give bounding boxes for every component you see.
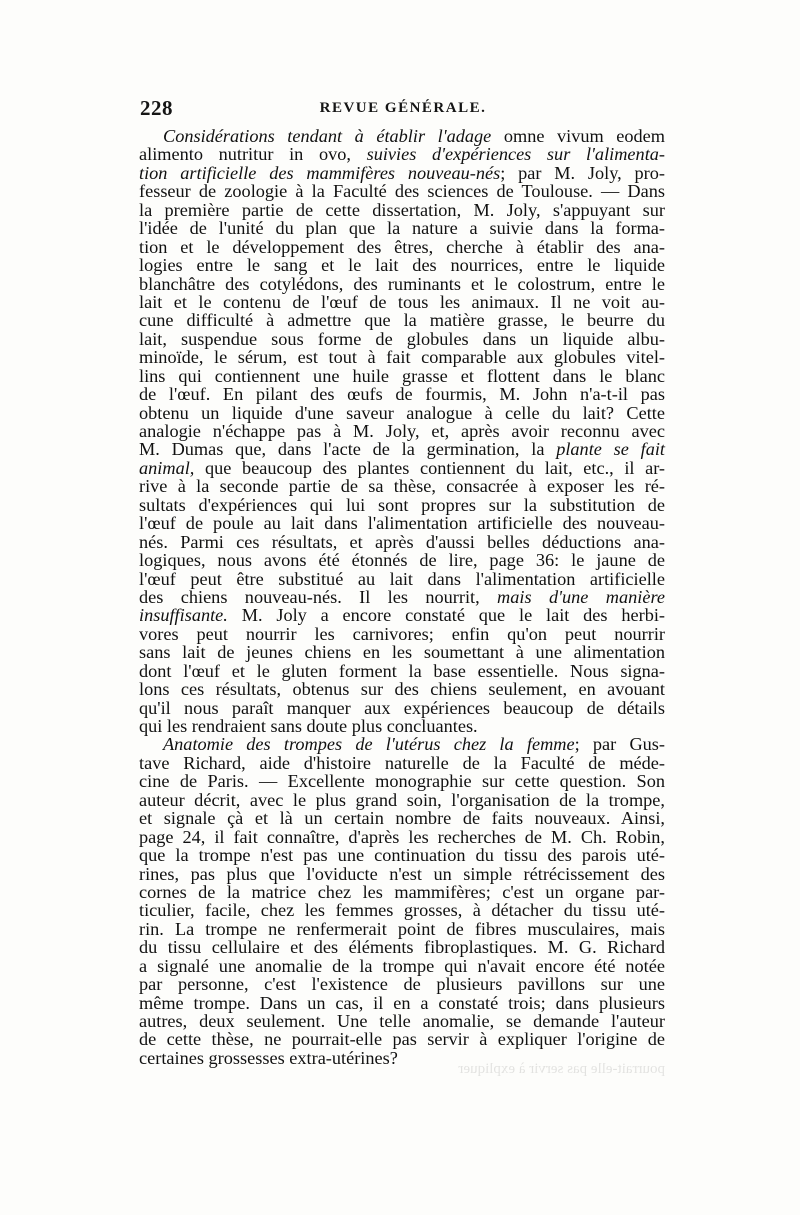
italic-title: suivies d'expériences sur l'alimenta-: [366, 144, 665, 165]
text-line: auteur décrit, avec le plus grand soin, l'organisation de la trompe,: [139, 789, 665, 810]
text-line: rines, pas plus que l'oviducte n'est un simple rétrécissement des: [139, 863, 665, 884]
text-line: cune difficulté à admettre que la matière grasse, le beurre du: [139, 310, 665, 331]
italic-title: Anatomie des trompes de l'utérus chez la femme: [163, 734, 575, 755]
text-line: logiques, nous avons été étonnés de lire, page 36: le jaune de: [139, 550, 665, 571]
text-line: logies entre le sang et le lait des nourrices, entre le liquide: [139, 255, 665, 276]
text-line: rin. La trompe ne renfermerait point de fibres musculaires, mais: [139, 918, 665, 939]
text-line: blanchâtre des cotylédons, des ruminants et le colostrum, entre le: [139, 273, 665, 294]
italic-phrase: plante se fait: [556, 439, 665, 460]
text-line: tion et le développement des êtres, cherche à établir des ana-: [139, 236, 665, 257]
text-line: alimento nutritur in ovo, suivies d'expériences sur l'alimenta-: [139, 144, 665, 165]
text-line: minoïde, le sérum, est tout à fait comparable aux globules vitel-: [139, 347, 665, 368]
text-line: nés. Parmi ces résultats, et après d'aussi belles déductions ana-: [139, 531, 665, 552]
text-line: Considérations tendant à établir l'adage omne vivum eodem: [163, 126, 665, 146]
text-line: l'œuf peut être substitué au lait dans l'alimentation artificielle: [139, 568, 665, 589]
text-line: sultats d'expériences qui lui sont propres sur la substitution de: [139, 494, 665, 515]
italic-title: Considérations tendant à établir l'adage: [163, 126, 492, 146]
text-line: obtenu un liquide d'une saveur analogue à celle du lait? Cette: [139, 402, 665, 423]
journal-title: REVUE GÉNÉRALE.: [319, 100, 487, 116]
text-line: de l'œuf. En pilant des œufs de fourmis, M. John n'a-t-il pas: [139, 384, 665, 405]
text-line: tion artificielle des mammifères nouveau-nés; par M. Joly, pro-: [139, 162, 665, 183]
text-line: rive à la seconde partie de sa thèse, consacrée à exposer les ré-: [139, 476, 665, 497]
text-line: page 24, il fait connaître, d'après les recherches de M. Ch. Robin,: [139, 826, 665, 847]
text-line: dont l'œuf et le gluten forment la base essentielle. Nous signa-: [139, 660, 665, 681]
text-line: lons ces résultats, obtenus sur des chiens seulement, en avouant: [139, 679, 665, 700]
text-line: M. Dumas que, dans l'acte de la germination, la plante se fait: [139, 439, 665, 460]
text-line: lins qui contiennent une huile grasse et flottent dans le blanc: [139, 365, 665, 386]
italic-phrase: animal,: [139, 457, 195, 478]
italic-title: tion artificielle des mammifères nouveau-nés: [139, 162, 501, 183]
page-number: 228: [140, 96, 173, 120]
text-line: sans lait de jeunes chiens en les soumettant à une alimentation: [139, 642, 665, 663]
body-text: [139, 127, 665, 1067]
text-line: cine de Paris. — Excellente monographie sur cette question. Son: [139, 771, 665, 792]
text-line: lait et le contenu de l'œuf de tous les animaux. Il ne voit au-: [139, 291, 665, 312]
text-line: tave Richard, aide d'histoire naturelle de la Faculté de méde-: [139, 752, 665, 773]
text-line: ticulier, facile, chez les femmes grosses, à détacher du tissu uté-: [139, 900, 665, 921]
text-line: animal, que beaucoup des plantes contiennent du lait, etc., il ar-: [139, 457, 665, 478]
text-line: Anatomie des trompes de l'utérus chez la femme; par Gus-: [163, 734, 666, 755]
text-line: même trompe. Dans un cas, il en a constaté trois; dans plusieurs: [139, 992, 665, 1013]
italic-phrase: mais d'une manière: [497, 586, 665, 607]
text-line: cornes de la matrice chez les mammifères; c'est un organe par-: [139, 881, 665, 902]
text-line: par personne, c'est l'existence de plusieurs pavillons sur une: [139, 974, 665, 995]
text-line: des chiens nouveau-nés. Il les nourrit, mais d'une manière: [139, 586, 665, 607]
text-line: certaines grossesses extra-utérines?: [139, 1047, 398, 1068]
text-line: analogie n'échappe pas à M. Joly, et, après avoir reconnu avec: [139, 421, 665, 441]
text-line: a signalé une anomalie de la trompe qui n'avait encore été notée: [139, 955, 665, 976]
text-line: que la trompe n'est pas une continuation du tissu des parois uté-: [139, 845, 665, 866]
text-line: autres, deux seulement. Une telle anomalie, se demande l'auteur: [139, 1011, 665, 1031]
running-head: [140, 96, 666, 120]
text-line: qu'il nous paraît manquer aux expériences beaucoup de détails: [139, 697, 665, 718]
text-line: qui les rendraient sans doute plus concluantes.: [139, 716, 478, 736]
text-line: et signale çà et là un certain nombre de faits nouveaux. Ainsi,: [139, 808, 665, 829]
text-line: l'œuf de poule au lait dans l'alimentation artificielle des nouveau-: [139, 513, 665, 534]
text-line: lait, suspendue sous forme de globules dans un liquide albu-: [139, 328, 665, 349]
text-line: du tissu cellulaire et des éléments fibroplastiques. M. G. Richard: [139, 937, 665, 958]
text-line: la première partie de cette dissertation, M. Joly, s'appuyant sur: [139, 199, 665, 220]
italic-phrase: insuffisante.: [139, 605, 228, 626]
text-line: fesseur de zoologie à la Faculté des sciences de Toulouse. — Dans: [139, 181, 665, 202]
text-line: l'idée de l'unité du plan que la nature a suivie dans la forma-: [139, 218, 665, 239]
text-line: vores peut nourrir les carnivores; enfin qu'on peut nourrir: [139, 623, 665, 644]
bleed-through-text: pourrait-elle pas servir à expliquer: [458, 1061, 665, 1077]
text-line: de cette thèse, ne pourrait-elle pas servir à expliquer l'origine de: [139, 1029, 665, 1050]
text-line: insuffisante. M. Joly a encore constaté que le lait des herbi-: [139, 605, 665, 626]
